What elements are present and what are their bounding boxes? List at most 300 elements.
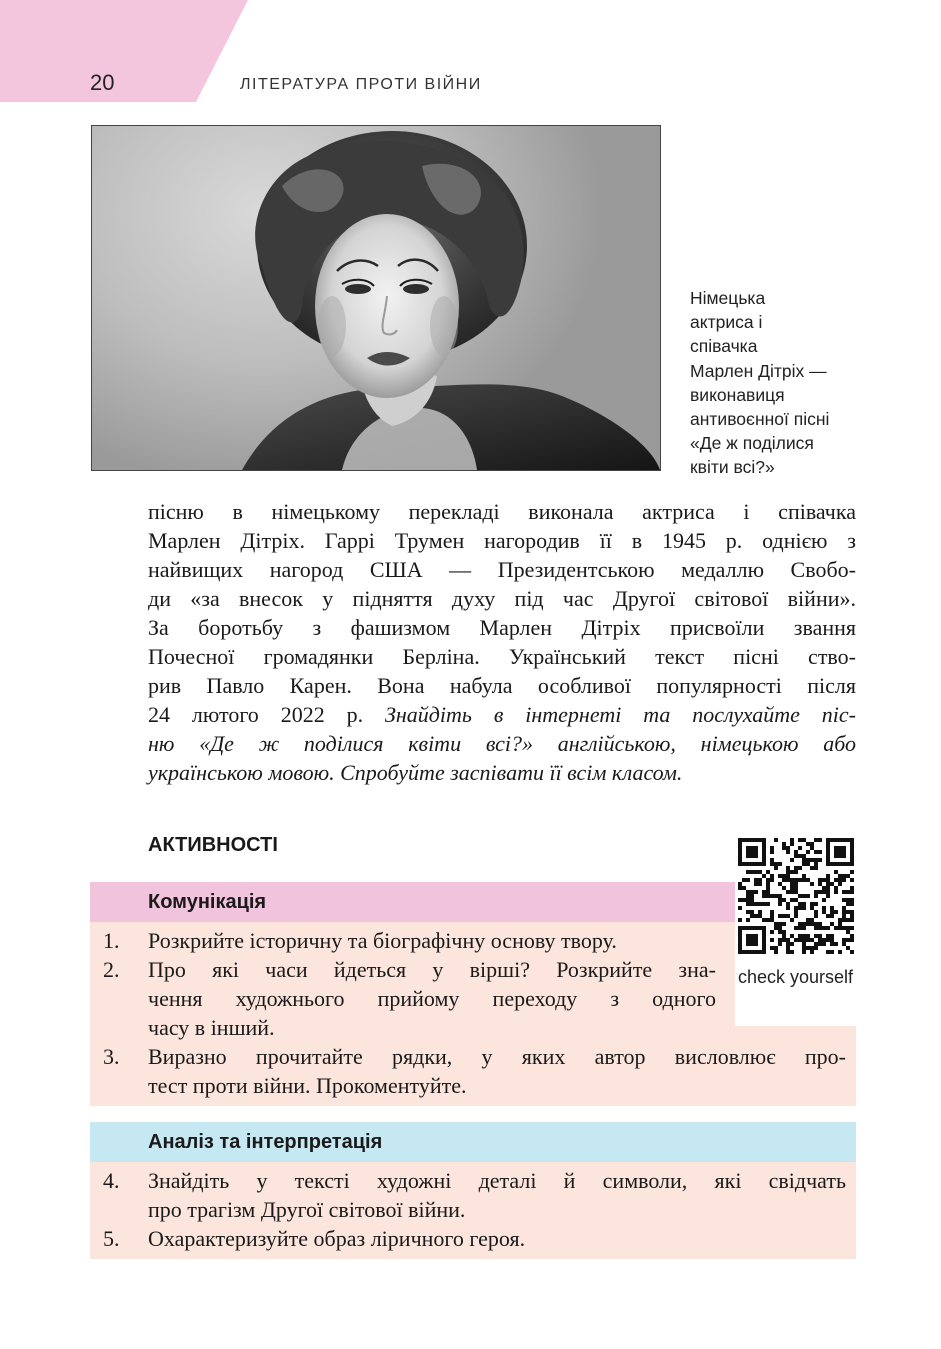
- qr-module: [770, 938, 774, 942]
- caption-line: Німецька: [690, 288, 766, 308]
- qr-module: [802, 894, 806, 898]
- text-line: Почесної громадянки Берліна. Український текст пісні ство-: [148, 644, 856, 669]
- qr-module: [754, 914, 758, 918]
- qr-module: [782, 914, 786, 918]
- section-title: Аналіз та інтерпретація: [90, 1122, 856, 1162]
- qr-module: [758, 882, 762, 886]
- qr-module: [822, 942, 826, 946]
- caption-line: антивоєнної пісні: [690, 409, 830, 430]
- qr-module: [802, 874, 806, 878]
- qr-module: [794, 926, 798, 930]
- qr-module: [838, 926, 842, 930]
- qr-module: [810, 918, 814, 922]
- qr-module: [842, 890, 846, 894]
- page-corner-tab: [0, 0, 248, 102]
- qr-module: [782, 934, 786, 938]
- qr-module: [790, 878, 794, 882]
- qr-module: [826, 914, 830, 918]
- qr-module: [850, 926, 854, 930]
- qr-module: [798, 878, 802, 882]
- task-text: тест проти війни. Прокоментуйте.: [148, 1073, 467, 1098]
- qr-module: [774, 922, 778, 926]
- qr-module: [814, 890, 818, 894]
- qr-module: [834, 886, 838, 890]
- qr-module: [826, 950, 830, 954]
- qr-module: [762, 890, 766, 894]
- qr-module: [798, 926, 802, 930]
- qr-module: [778, 938, 782, 942]
- qr-module: [770, 874, 774, 878]
- qr-module: [774, 862, 778, 866]
- qr-module: [818, 934, 822, 938]
- qr-module: [758, 910, 762, 914]
- qr-module: [802, 950, 806, 954]
- qr-module: [794, 906, 798, 910]
- text-line: ди «за внесок у підняття духу під час Другої світової війни».: [148, 586, 856, 611]
- qr-module: [802, 922, 806, 926]
- qr-module: [794, 882, 798, 886]
- task-number: 1.: [103, 928, 120, 953]
- qr-module: [806, 946, 810, 950]
- qr-module: [818, 858, 822, 862]
- qr-module: [774, 946, 778, 950]
- qr-module: [798, 902, 802, 906]
- qr-module: [834, 942, 838, 946]
- qr-module: [778, 894, 782, 898]
- caption-line: квіти всі?»: [690, 457, 775, 478]
- task-text: Охарактеризуйте образ ліричного героя.: [148, 1226, 526, 1251]
- qr-module: [826, 926, 830, 930]
- qr-module: [826, 894, 830, 898]
- qr-module: [770, 910, 774, 914]
- qr-module: [746, 918, 750, 922]
- qr-module: [778, 862, 782, 866]
- text-italic: українською мовою. Спробуйте заспівати її всім класом.: [148, 760, 683, 785]
- qr-module: [814, 922, 818, 926]
- qr-module: [754, 882, 758, 886]
- activities-heading: АКТИВНОСТІ: [148, 834, 278, 856]
- qr-module: [814, 926, 818, 930]
- qr-module: [834, 910, 838, 914]
- qr-module: [738, 918, 742, 922]
- qr-module: [766, 878, 770, 882]
- qr-module: [802, 858, 806, 862]
- qr-module: [802, 946, 806, 950]
- qr-module: [778, 926, 782, 930]
- qr-module: [830, 934, 834, 938]
- qr-module: [774, 838, 778, 842]
- qr-module: [806, 842, 810, 846]
- qr-module: [830, 938, 834, 942]
- qr-module: [794, 914, 798, 918]
- qr-module: [794, 890, 798, 894]
- qr-module: [762, 918, 766, 922]
- qr-module: [806, 894, 810, 898]
- caption-line: виконавиця: [690, 384, 785, 405]
- qr-module: [754, 902, 758, 906]
- qr-module: [802, 902, 806, 906]
- qr-module: [778, 902, 782, 906]
- task-item: [90, 1166, 856, 1224]
- qr-module: [782, 930, 786, 934]
- task-text: часу в інший.: [148, 1015, 275, 1040]
- qr-module: [838, 878, 842, 882]
- qr-module: [794, 866, 798, 870]
- qr-module: [778, 914, 782, 918]
- text-line: рив Павло Карен. Вона набула особливої популярності після: [148, 673, 856, 698]
- caption-line: Марлен Дітріх —: [690, 360, 827, 381]
- qr-module: [818, 838, 822, 842]
- qr-module: [770, 930, 774, 934]
- qr-module: [750, 894, 754, 898]
- qr-module: [830, 950, 834, 954]
- qr-module: [822, 878, 826, 882]
- qr-module: [850, 890, 854, 894]
- qr-module: [750, 898, 754, 902]
- qr-module: [826, 874, 830, 878]
- qr-module: [790, 942, 794, 946]
- caption-line: «Де ж поділися: [690, 433, 814, 454]
- qr-module: [830, 910, 834, 914]
- qr-module: [758, 870, 762, 874]
- qr-module: [738, 898, 742, 902]
- qr-module: [746, 934, 758, 946]
- text-line: пісню в німецькому перекладі виконала актриса і співачка: [148, 499, 856, 524]
- qr-module: [842, 938, 846, 942]
- qr-module: [850, 938, 854, 942]
- section-title: Комунікація: [90, 882, 856, 922]
- qr-module: [806, 862, 810, 866]
- qr-module: [810, 922, 814, 926]
- qr-module: [806, 878, 810, 882]
- qr-module: [746, 878, 750, 882]
- running-title: ЛІТЕРАТУРА ПРОТИ ВІЙНИ: [240, 76, 482, 93]
- qr-module: [846, 946, 850, 950]
- qr-module: [822, 926, 826, 930]
- qr-module: [790, 918, 794, 922]
- qr-module: [786, 874, 790, 878]
- task-text: Про які часи йдеться у вірші? Розкрийте зна-: [148, 957, 716, 982]
- qr-module: [750, 890, 754, 894]
- qr-module: [770, 914, 774, 918]
- qr-module: [766, 894, 770, 898]
- qr-module: [842, 914, 846, 918]
- qr-module: [782, 898, 786, 902]
- qr-module: [790, 882, 794, 886]
- qr-module: [826, 878, 830, 882]
- portrait-illustration: [92, 126, 660, 470]
- qr-module: [782, 886, 786, 890]
- task-text: про трагізм Другої світової війни.: [148, 1197, 466, 1222]
- body-paragraph: [148, 497, 856, 787]
- qr-module: [850, 898, 854, 902]
- qr-module: [826, 886, 830, 890]
- qr-module: [846, 926, 850, 930]
- qr-module: [838, 950, 842, 954]
- qr-module: [814, 946, 818, 950]
- qr-module: [766, 882, 770, 886]
- qr-module: [814, 850, 818, 854]
- qr-module: [810, 866, 814, 870]
- qr-module: [822, 898, 826, 902]
- task-item: [90, 1042, 856, 1100]
- qr-module: [846, 874, 850, 878]
- qr-code-block[interactable]: [735, 836, 856, 1026]
- qr-module: [778, 930, 782, 934]
- qr-module: [746, 890, 750, 894]
- qr-module: [794, 898, 798, 902]
- qr-module: [786, 850, 790, 854]
- qr-module: [810, 938, 814, 942]
- qr-module: [798, 938, 802, 942]
- qr-module: [814, 894, 818, 898]
- qr-module: [790, 898, 794, 902]
- qr-module: [810, 858, 814, 862]
- qr-module: [814, 902, 818, 906]
- qr-module: [846, 938, 850, 942]
- qr-module: [790, 950, 794, 954]
- qr-module: [786, 890, 790, 894]
- qr-module: [806, 850, 810, 854]
- qr-module: [846, 910, 850, 914]
- qr-label: check yourself: [737, 967, 854, 987]
- qr-module: [746, 898, 750, 902]
- qr-module: [818, 922, 822, 926]
- qr-module: [794, 870, 798, 874]
- qr-module: [842, 918, 846, 922]
- qr-module: [786, 870, 790, 874]
- qr-module: [842, 906, 846, 910]
- qr-module: [750, 910, 754, 914]
- qr-module: [774, 866, 778, 870]
- qr-module: [742, 886, 746, 890]
- qr-module: [802, 838, 806, 842]
- task-text: Розкрийте історичну та біографічну основу твору.: [148, 928, 617, 953]
- qr-module: [786, 946, 790, 950]
- qr-module: [838, 882, 842, 886]
- qr-module: [818, 938, 822, 942]
- qr-module: [834, 870, 838, 874]
- qr-module: [806, 934, 810, 938]
- text-line: [148, 700, 856, 729]
- qr-module: [810, 842, 814, 846]
- qr-module: [818, 878, 822, 882]
- qr-module: [814, 862, 818, 866]
- qr-module: [766, 918, 770, 922]
- qr-module: [738, 906, 742, 910]
- qr-module: [818, 850, 822, 854]
- qr-module: [842, 878, 846, 882]
- qr-module: [774, 950, 778, 954]
- qr-module: [762, 894, 766, 898]
- qr-module: [790, 858, 794, 862]
- qr-module: [782, 842, 786, 846]
- qr-module: [802, 934, 806, 938]
- task-text: чення художнього прийому переходу з одного: [148, 986, 716, 1011]
- qr-module: [838, 874, 842, 878]
- qr-module: [830, 914, 834, 918]
- qr-module: [798, 894, 802, 898]
- qr-module: [846, 890, 850, 894]
- qr-module: [834, 846, 846, 858]
- qr-module: [822, 938, 826, 942]
- qr-module: [826, 934, 830, 938]
- qr-module: [818, 890, 822, 894]
- caption-line: співачка: [690, 336, 758, 357]
- task-text: Знайдіть у тексті художні деталі й символи, які свідчать: [148, 1168, 846, 1193]
- qr-module: [830, 882, 834, 886]
- qr-module: [798, 846, 802, 850]
- task-number: 4.: [103, 1168, 120, 1193]
- qr-module: [814, 942, 818, 946]
- text-line: Марлен Дітріх. Гаррі Трумен нагородив її в 1945 р. однією з: [148, 528, 856, 553]
- qr-module: [746, 894, 750, 898]
- text-line: За боротьбу з фашизмом Марлен Дітріх присвоїли звання: [148, 615, 856, 640]
- qr-module: [798, 922, 802, 926]
- text-italic: Знайдіть в інтернеті та послухайте піс-: [384, 702, 857, 727]
- qr-module: [814, 866, 818, 870]
- qr-module: [838, 918, 842, 922]
- qr-module: [778, 882, 782, 886]
- qr-module: [850, 902, 854, 906]
- qr-module: [842, 942, 846, 946]
- qr-module: [846, 930, 850, 934]
- qr-module: [770, 846, 774, 850]
- text-italic: ню «Де ж поділися квіти всі?» англійською, німецькою або: [148, 731, 856, 756]
- qr-module: [850, 918, 854, 922]
- qr-module: [802, 926, 806, 930]
- text-line: найвищих нагород США — Президентською медаллю Свобо-: [148, 557, 856, 582]
- qr-module: [798, 906, 802, 910]
- qr-module: [850, 878, 854, 882]
- qr-module: [758, 902, 762, 906]
- qr-module: [802, 878, 806, 882]
- qr-module: [850, 934, 854, 938]
- qr-module: [806, 922, 810, 926]
- qr-module: [782, 922, 786, 926]
- qr-module: [766, 870, 770, 874]
- qr-module: [798, 854, 802, 858]
- qr-module: [782, 874, 786, 878]
- qr-module: [794, 910, 798, 914]
- task-list: [90, 1162, 856, 1259]
- qr-module: [798, 866, 802, 870]
- qr-module: [750, 914, 754, 918]
- task-item: [90, 1224, 856, 1253]
- qr-module: [786, 906, 790, 910]
- qr-module: [850, 914, 854, 918]
- qr-module: [802, 942, 806, 946]
- qr-module: [834, 926, 838, 930]
- qr-module: [814, 914, 818, 918]
- qr-module: [830, 922, 834, 926]
- qr-module: [762, 874, 766, 878]
- qr-module: [790, 886, 794, 890]
- qr-module: [830, 942, 834, 946]
- qr-module: [846, 902, 850, 906]
- qr-module: [810, 946, 814, 950]
- qr-module: [790, 934, 794, 938]
- text-plain: 24 лютого 2022 р.: [148, 702, 364, 727]
- qr-module: [746, 902, 750, 906]
- qr-module: [842, 898, 846, 902]
- qr-module: [794, 850, 798, 854]
- qr-module: [770, 946, 774, 950]
- page-number: 20: [90, 70, 115, 95]
- qr-module: [746, 910, 750, 914]
- qr-module: [814, 858, 818, 862]
- qr-module: [818, 942, 822, 946]
- section-analysis: [90, 1122, 856, 1259]
- photo-caption: [690, 286, 880, 480]
- qr-module: [806, 938, 810, 942]
- qr-module: [798, 934, 802, 938]
- qr-module: [762, 902, 766, 906]
- qr-module: [742, 878, 746, 882]
- qr-module: [806, 918, 810, 922]
- qr-module: [766, 890, 770, 894]
- qr-module: [794, 938, 798, 942]
- qr-module: [830, 906, 834, 910]
- qr-module: [770, 862, 774, 866]
- qr-module: [814, 934, 818, 938]
- qr-module: [842, 874, 846, 878]
- task-number: 2.: [103, 957, 120, 982]
- qr-module: [754, 890, 758, 894]
- qr-module: [770, 894, 774, 898]
- qr-module: [814, 838, 818, 842]
- qr-module: [814, 910, 818, 914]
- qr-module: [794, 854, 798, 858]
- qr-code-icon[interactable]: [738, 838, 854, 954]
- qr-module: [778, 898, 782, 902]
- qr-module: [770, 858, 774, 862]
- qr-module: [790, 838, 794, 842]
- qr-module: [810, 950, 814, 954]
- qr-module: [802, 938, 806, 942]
- qr-module: [794, 886, 798, 890]
- qr-module: [786, 878, 790, 882]
- portrait-photo: [91, 125, 661, 471]
- qr-module: [826, 890, 830, 894]
- qr-module: [770, 850, 774, 854]
- qr-module: [810, 882, 814, 886]
- qr-module: [822, 890, 826, 894]
- qr-module: [778, 874, 782, 878]
- qr-module: [826, 938, 830, 942]
- qr-module: [790, 890, 794, 894]
- qr-module: [786, 914, 790, 918]
- qr-module: [850, 910, 854, 914]
- qr-module: [802, 862, 806, 866]
- qr-module: [782, 846, 786, 850]
- qr-module: [834, 878, 838, 882]
- qr-module: [758, 914, 762, 918]
- qr-module: [786, 846, 790, 850]
- qr-module: [826, 882, 830, 886]
- qr-module: [782, 938, 786, 942]
- qr-module: [770, 878, 774, 882]
- caption-line: актриса і: [690, 312, 763, 333]
- qr-module: [746, 846, 758, 858]
- qr-module: [766, 902, 770, 906]
- qr-module: [786, 942, 790, 946]
- qr-module: [770, 918, 774, 922]
- qr-module: [810, 902, 814, 906]
- qr-module: [786, 902, 790, 906]
- qr-module: [774, 926, 778, 930]
- qr-module: [738, 882, 742, 886]
